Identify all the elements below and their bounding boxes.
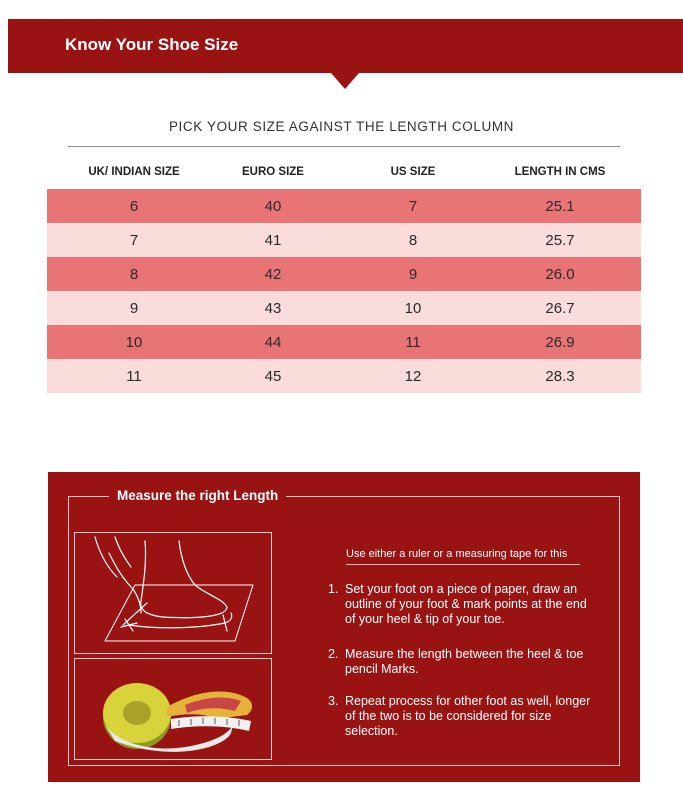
measure-panel [48, 472, 640, 782]
page-title: Know Your Shoe Size [65, 35, 239, 54]
cell-length: 26.9 [545, 333, 575, 351]
cell-us-size: 10 [404, 299, 422, 317]
cell-us-size: 11 [405, 333, 421, 351]
foot-tracing-icon [75, 533, 271, 653]
cell-uk-size: 10 [125, 333, 143, 351]
cell-uk-size: 8 [129, 265, 139, 283]
table-row [47, 325, 641, 359]
divider [346, 564, 580, 565]
cell-length: 26.7 [545, 299, 575, 317]
cell-euro-size: 45 [264, 367, 282, 385]
step-text: Repeat process for other foot as well, longer of the two is to be considered for size selection. [345, 694, 591, 738]
instruction-step [328, 694, 598, 739]
column-header-us-size: US SIZE [390, 166, 436, 178]
step-text: Set your foot on a piece of paper, draw an outline of your foot & mark points at the end of your heel & tip of your toe. [345, 582, 587, 626]
step-text: Measure the length between the heel & toe pencil Marks. [345, 647, 612, 676]
cell-us-size: 9 [408, 265, 418, 283]
cell-us-size: 8 [408, 231, 418, 249]
cell-euro-size: 44 [264, 333, 282, 351]
table-row [47, 257, 641, 291]
step-number: 2. [328, 647, 339, 661]
table-row [47, 189, 641, 223]
cell-uk-size: 11 [126, 367, 142, 385]
foot-outline-illustration [74, 532, 272, 654]
step-number: 3. [328, 694, 339, 708]
instruction-heading: Use either a ruler or a measuring tape for this [346, 548, 568, 560]
cell-length: 25.1 [545, 197, 575, 215]
header-banner [8, 19, 683, 73]
cell-length: 26.0 [545, 265, 575, 283]
cell-length: 25.7 [545, 231, 575, 249]
cell-euro-size: 43 [264, 299, 282, 317]
divider [68, 146, 620, 147]
column-header-length: LENGTH IN CMS [514, 166, 606, 178]
measuring-tape-icon [75, 659, 271, 759]
column-header-euro-size: EURO SIZE [242, 166, 304, 178]
step-number: 1. [328, 582, 339, 596]
cell-uk-size: 6 [129, 197, 139, 215]
cell-uk-size: 9 [129, 299, 139, 317]
measuring-tape-illustration [74, 658, 272, 760]
header-arrow-pointer [331, 73, 359, 89]
cell-uk-size: 7 [129, 231, 139, 249]
table-row [47, 291, 641, 325]
cell-euro-size: 42 [264, 265, 282, 283]
table-instruction: PICK YOUR SIZE AGAINST THE LENGTH COLUMN [168, 119, 515, 134]
size-table [47, 189, 641, 393]
table-row [47, 359, 641, 393]
cell-euro-size: 40 [264, 197, 282, 215]
cell-us-size: 7 [408, 197, 418, 215]
instruction-step [328, 582, 598, 627]
table-row [47, 223, 641, 257]
column-header-uk-size: UK/ INDIAN SIZE [88, 166, 180, 178]
measure-title: Measure the right Length [109, 488, 286, 503]
cell-us-size: 12 [404, 367, 422, 385]
cell-length: 28.3 [545, 367, 575, 385]
cell-euro-size: 41 [264, 231, 282, 249]
instruction-step [328, 647, 612, 677]
